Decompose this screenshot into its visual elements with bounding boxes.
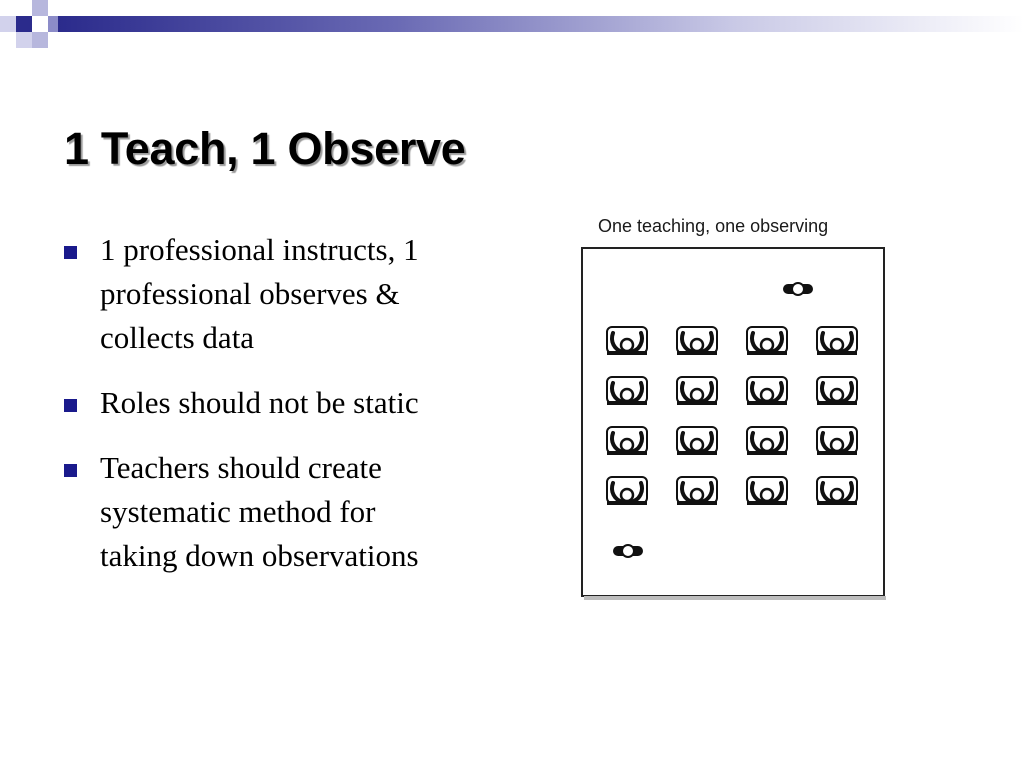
student-desk-icon — [677, 327, 717, 355]
deco-square-light — [32, 32, 48, 48]
student-desk-icon — [607, 427, 647, 455]
bullet-line: systematic method for — [100, 494, 376, 529]
deco-square-dark — [16, 16, 32, 32]
student-desk-icon — [607, 377, 647, 405]
bullet-list — [64, 228, 524, 599]
bullet-item — [64, 446, 524, 578]
bullet-line: Teachers should create — [100, 450, 382, 485]
square-bullet-icon — [64, 246, 77, 259]
student-desk-icon — [817, 327, 857, 355]
bullet-line: 1 professional instructs, 1 — [100, 232, 419, 267]
student-desk-icon — [677, 427, 717, 455]
student-desk-icon — [607, 327, 647, 355]
student-desk-icon — [747, 377, 787, 405]
student-desk-icon — [817, 377, 857, 405]
student-desk-icon — [817, 427, 857, 455]
student-desk-icon — [817, 477, 857, 505]
bullet-line: collects data — [100, 320, 255, 355]
deco-square-light — [16, 32, 32, 48]
slide-title: 1 Teach, 1 Observe — [64, 123, 466, 174]
bullet-line: taking down observations — [100, 538, 419, 573]
square-bullet-icon — [64, 399, 77, 412]
student-desk-icon — [607, 477, 647, 505]
student-desk-icon — [747, 477, 787, 505]
classroom-figure — [578, 212, 890, 604]
header-decoration — [0, 0, 1024, 64]
student-desk-icon — [677, 377, 717, 405]
square-bullet-icon — [64, 464, 77, 477]
student-desk-icon — [747, 327, 787, 355]
bullet-item — [64, 381, 524, 425]
bullet-line: professional observes & — [100, 276, 400, 311]
teacher-icon — [613, 545, 643, 557]
classroom-diagram — [578, 244, 890, 604]
figure-caption: One teaching, one observing — [598, 216, 829, 236]
header-gradient-bar — [58, 16, 1024, 32]
bullet-item — [64, 228, 524, 360]
deco-square-light — [0, 16, 16, 32]
deco-square-light — [32, 0, 48, 16]
student-desk-icon — [677, 477, 717, 505]
teacher-icon — [783, 283, 813, 295]
bullet-line: Roles should not be static — [100, 385, 419, 420]
student-desk-icon — [747, 427, 787, 455]
